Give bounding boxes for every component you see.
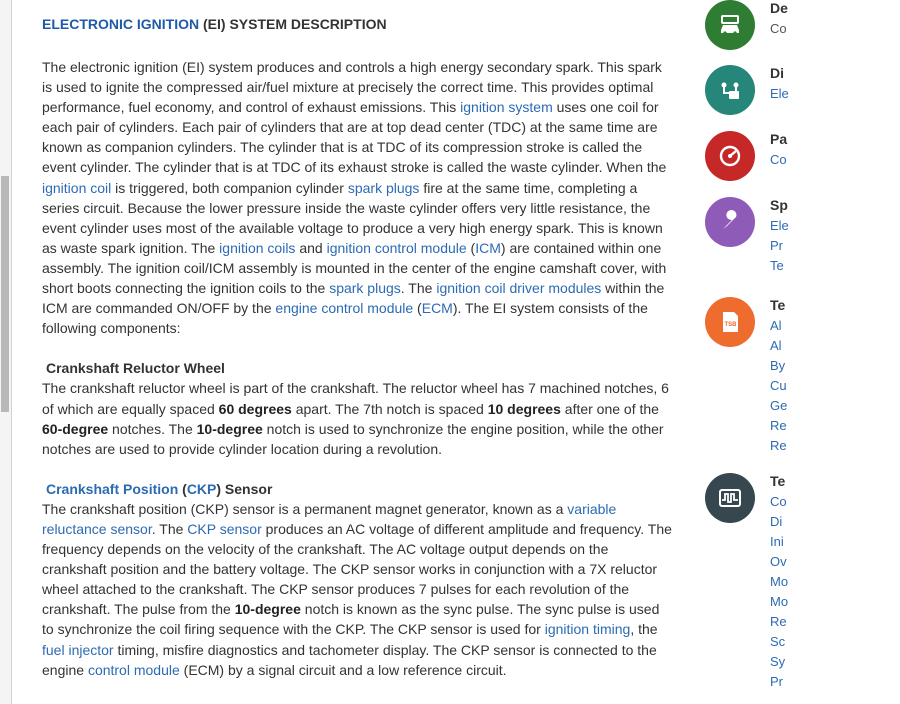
inline-link[interactable]: ignition system	[460, 99, 553, 116]
section-body-reluctor-wheel	[42, 378, 674, 458]
svg-text:TSB: TSB	[724, 322, 737, 328]
text-run: notch is used to synchronize the engine position, while the other notches are used to provide cylinder location during a revolution.	[42, 420, 664, 457]
gauge-icon	[705, 131, 755, 181]
text-run: (	[466, 239, 476, 256]
section-title-ckp-sensor	[42, 479, 674, 499]
sidebar-card-link[interactable]: Pr	[770, 238, 783, 253]
text-run: timing, misfire diagnostics and tachometer display. The CKP sensor is connected to the engine	[42, 641, 657, 678]
page-title	[42, 14, 674, 34]
section-body-ckp-sensor	[42, 499, 674, 680]
text-run: ) Sensor	[216, 480, 273, 497]
sidebar-card-title: Di	[770, 65, 784, 81]
text-run: notch is known as the sync pulse. The sync pulse is used to synchronize the coil firing sequence with the CKP. The CKP sensor is used for	[42, 601, 660, 638]
sidebar-card-title: Sp	[770, 197, 788, 213]
inline-link[interactable]: CKP sensor	[187, 520, 262, 537]
text-run: (ECM) by a signal circuit and a low reference circuit.	[179, 661, 507, 678]
sidebar-card-link[interactable]: Re	[770, 614, 787, 629]
inline-link[interactable]: CKP	[186, 480, 217, 497]
inline-link[interactable]: ICM	[475, 239, 501, 256]
text-run: ). The EI system consists of the following components:	[42, 300, 648, 337]
intro-paragraph	[42, 57, 674, 338]
text-run: and	[295, 239, 327, 256]
inline-link[interactable]: spark plugs	[329, 280, 401, 297]
sidebar-card-link: Co	[770, 21, 787, 36]
sidebar-card-link[interactable]: Co	[770, 494, 787, 509]
text-run: notches. The	[108, 420, 197, 437]
sidebar-card-link[interactable]: Sc	[770, 634, 786, 649]
inline-link[interactable]: ignition coils	[219, 239, 296, 256]
sidebar-card-link[interactable]: Pr	[770, 674, 783, 689]
sidebar-card-link[interactable]: Ele	[770, 86, 789, 101]
text-run: within the ICM are commanded ON/OFF by the	[42, 280, 665, 317]
inline-link[interactable]: control module	[87, 661, 180, 678]
sidebar-card-title: Te	[770, 473, 786, 489]
text-run: ) are contained within one assembly. The ignition coil/ICM assembly is mounted in the center of the engine camshaft cover, with short boots connecting the ignition coils to the	[42, 239, 667, 297]
diagnostic-icon	[705, 65, 755, 115]
text-run: , the	[630, 621, 658, 638]
text-run: fire at the same time, completing a series circuit. Because the lower pressure inside the waste cylinder offers very little resistance, the event cylinder uses most of the available voltage to produce a very high energy spark. This is known as waste spark ignition. The	[42, 179, 663, 256]
wrench-icon	[705, 197, 755, 247]
title-link[interactable]: ELECTRONIC IGNITION	[42, 16, 200, 32]
inline-link[interactable]: ECM	[421, 300, 453, 317]
sidebar-card-link[interactable]: Mo	[770, 574, 789, 589]
sidebar-card-link[interactable]: Ge	[770, 398, 788, 413]
tsb-icon	[705, 297, 755, 347]
text-run: apart. The 7th notch is spaced	[291, 400, 488, 417]
inline-link[interactable]: variable reluctance sensor	[42, 500, 617, 537]
inline-link[interactable]: fuel injector	[42, 641, 114, 658]
sidebar-card-link[interactable]: Te	[770, 258, 784, 273]
sidebar-card-link[interactable]: Re	[770, 438, 787, 453]
sidebar-card-link[interactable]: Mo	[770, 594, 789, 609]
inline-link[interactable]: engine control module	[275, 300, 414, 317]
sidebar-card-title: Te	[770, 297, 786, 313]
bold-text: 10-degree	[196, 420, 263, 437]
article-content	[42, 14, 674, 680]
text-run: is triggered, both companion cylinder	[111, 179, 348, 196]
text-run: The electronic ignition (EI) system produces and controls a high energy secondary spark. This spark is used to ignite the compressed air/fuel mixture at precisely the correct time. This provides optimal performance, fuel economy, and control of exhaust emissions. This	[42, 59, 662, 116]
sidebar-card-title: Pa	[770, 131, 788, 147]
sidebar-card-link[interactable]: Al	[770, 318, 782, 333]
bold-text: 60 degrees	[218, 400, 292, 417]
sidebar-card-link[interactable]: Sy	[770, 654, 786, 669]
related-sidebar	[700, 0, 789, 704]
bold-text: 60-degree	[42, 420, 109, 437]
text-run: (	[178, 480, 187, 497]
left-scrollbar-thumb[interactable]	[1, 176, 9, 412]
inline-link[interactable]: ignition control module	[326, 239, 467, 256]
inline-link[interactable]: ignition coil	[42, 179, 112, 196]
inline-link[interactable]: ignition timing	[544, 621, 631, 638]
sidebar-card-link[interactable]: Ini	[770, 534, 784, 549]
sidebar-card-link[interactable]: Ov	[770, 554, 787, 569]
sidebar-card-link[interactable]: Ele	[770, 218, 789, 233]
inline-link[interactable]: spark plugs	[347, 179, 420, 196]
text-run: (	[413, 300, 422, 317]
text-run: . The	[151, 520, 188, 537]
text-run: uses one coil for each pair of cylinders. Each pair of cylinders that are at top dead center (TDC) at the same time are known as companion cylinders. The cylinder that is at TDC of its compression stroke is called the event cylinder. The cylinder that is at TDC of its exhaust stroke is called the waste cylinder. When the	[42, 99, 667, 176]
sidebar-card-link[interactable]: Di	[770, 514, 783, 529]
sidebar-card-link[interactable]: Al	[770, 338, 782, 353]
bold-text: 10 degrees	[487, 400, 561, 417]
section-title-reluctor-wheel	[42, 358, 674, 378]
sidebar-card-link[interactable]: Re	[770, 418, 787, 433]
text-run: The crankshaft reluctor wheel is part of the crankshaft. The reluctor wheel has 7 machined notches, 6 of which are equally spaced	[42, 380, 669, 417]
sidebar-card-title: De	[770, 0, 788, 16]
text-run: after one of the	[560, 400, 659, 417]
car-service-icon	[705, 0, 755, 50]
inline-link[interactable]: Crankshaft Position	[46, 480, 179, 497]
inline-link[interactable]: ignition coil driver modules	[436, 280, 602, 297]
sidebar-card-link[interactable]: By	[770, 358, 786, 373]
waveform-icon	[705, 473, 755, 523]
text-run: produces an AC voltage of different amplitude and frequency. The frequency depends on the velocity of the crankshaft. The AC voltage output depends on the crankshaft position and the battery voltage. The CKP sensor works in conjunction with a 7X reluctor wheel attached to the crankshaft. The CKP sensor produces 7 pulses for each revolution of the crankshaft. The pulse from the	[42, 520, 672, 618]
text-run: Crankshaft Reluctor Wheel	[46, 360, 225, 377]
sidebar-card-link[interactable]: Co	[770, 152, 787, 167]
title-rest: (EI) SYSTEM DESCRIPTION	[199, 16, 387, 32]
left-panel-edge	[0, 0, 12, 704]
text-run: . The	[400, 280, 437, 297]
bold-text: 10-degree	[234, 601, 301, 618]
text-run: The crankshaft position (CKP) sensor is a permanent magnet generator, known as a	[42, 500, 568, 517]
sidebar-card-link[interactable]: Cu	[770, 378, 787, 393]
